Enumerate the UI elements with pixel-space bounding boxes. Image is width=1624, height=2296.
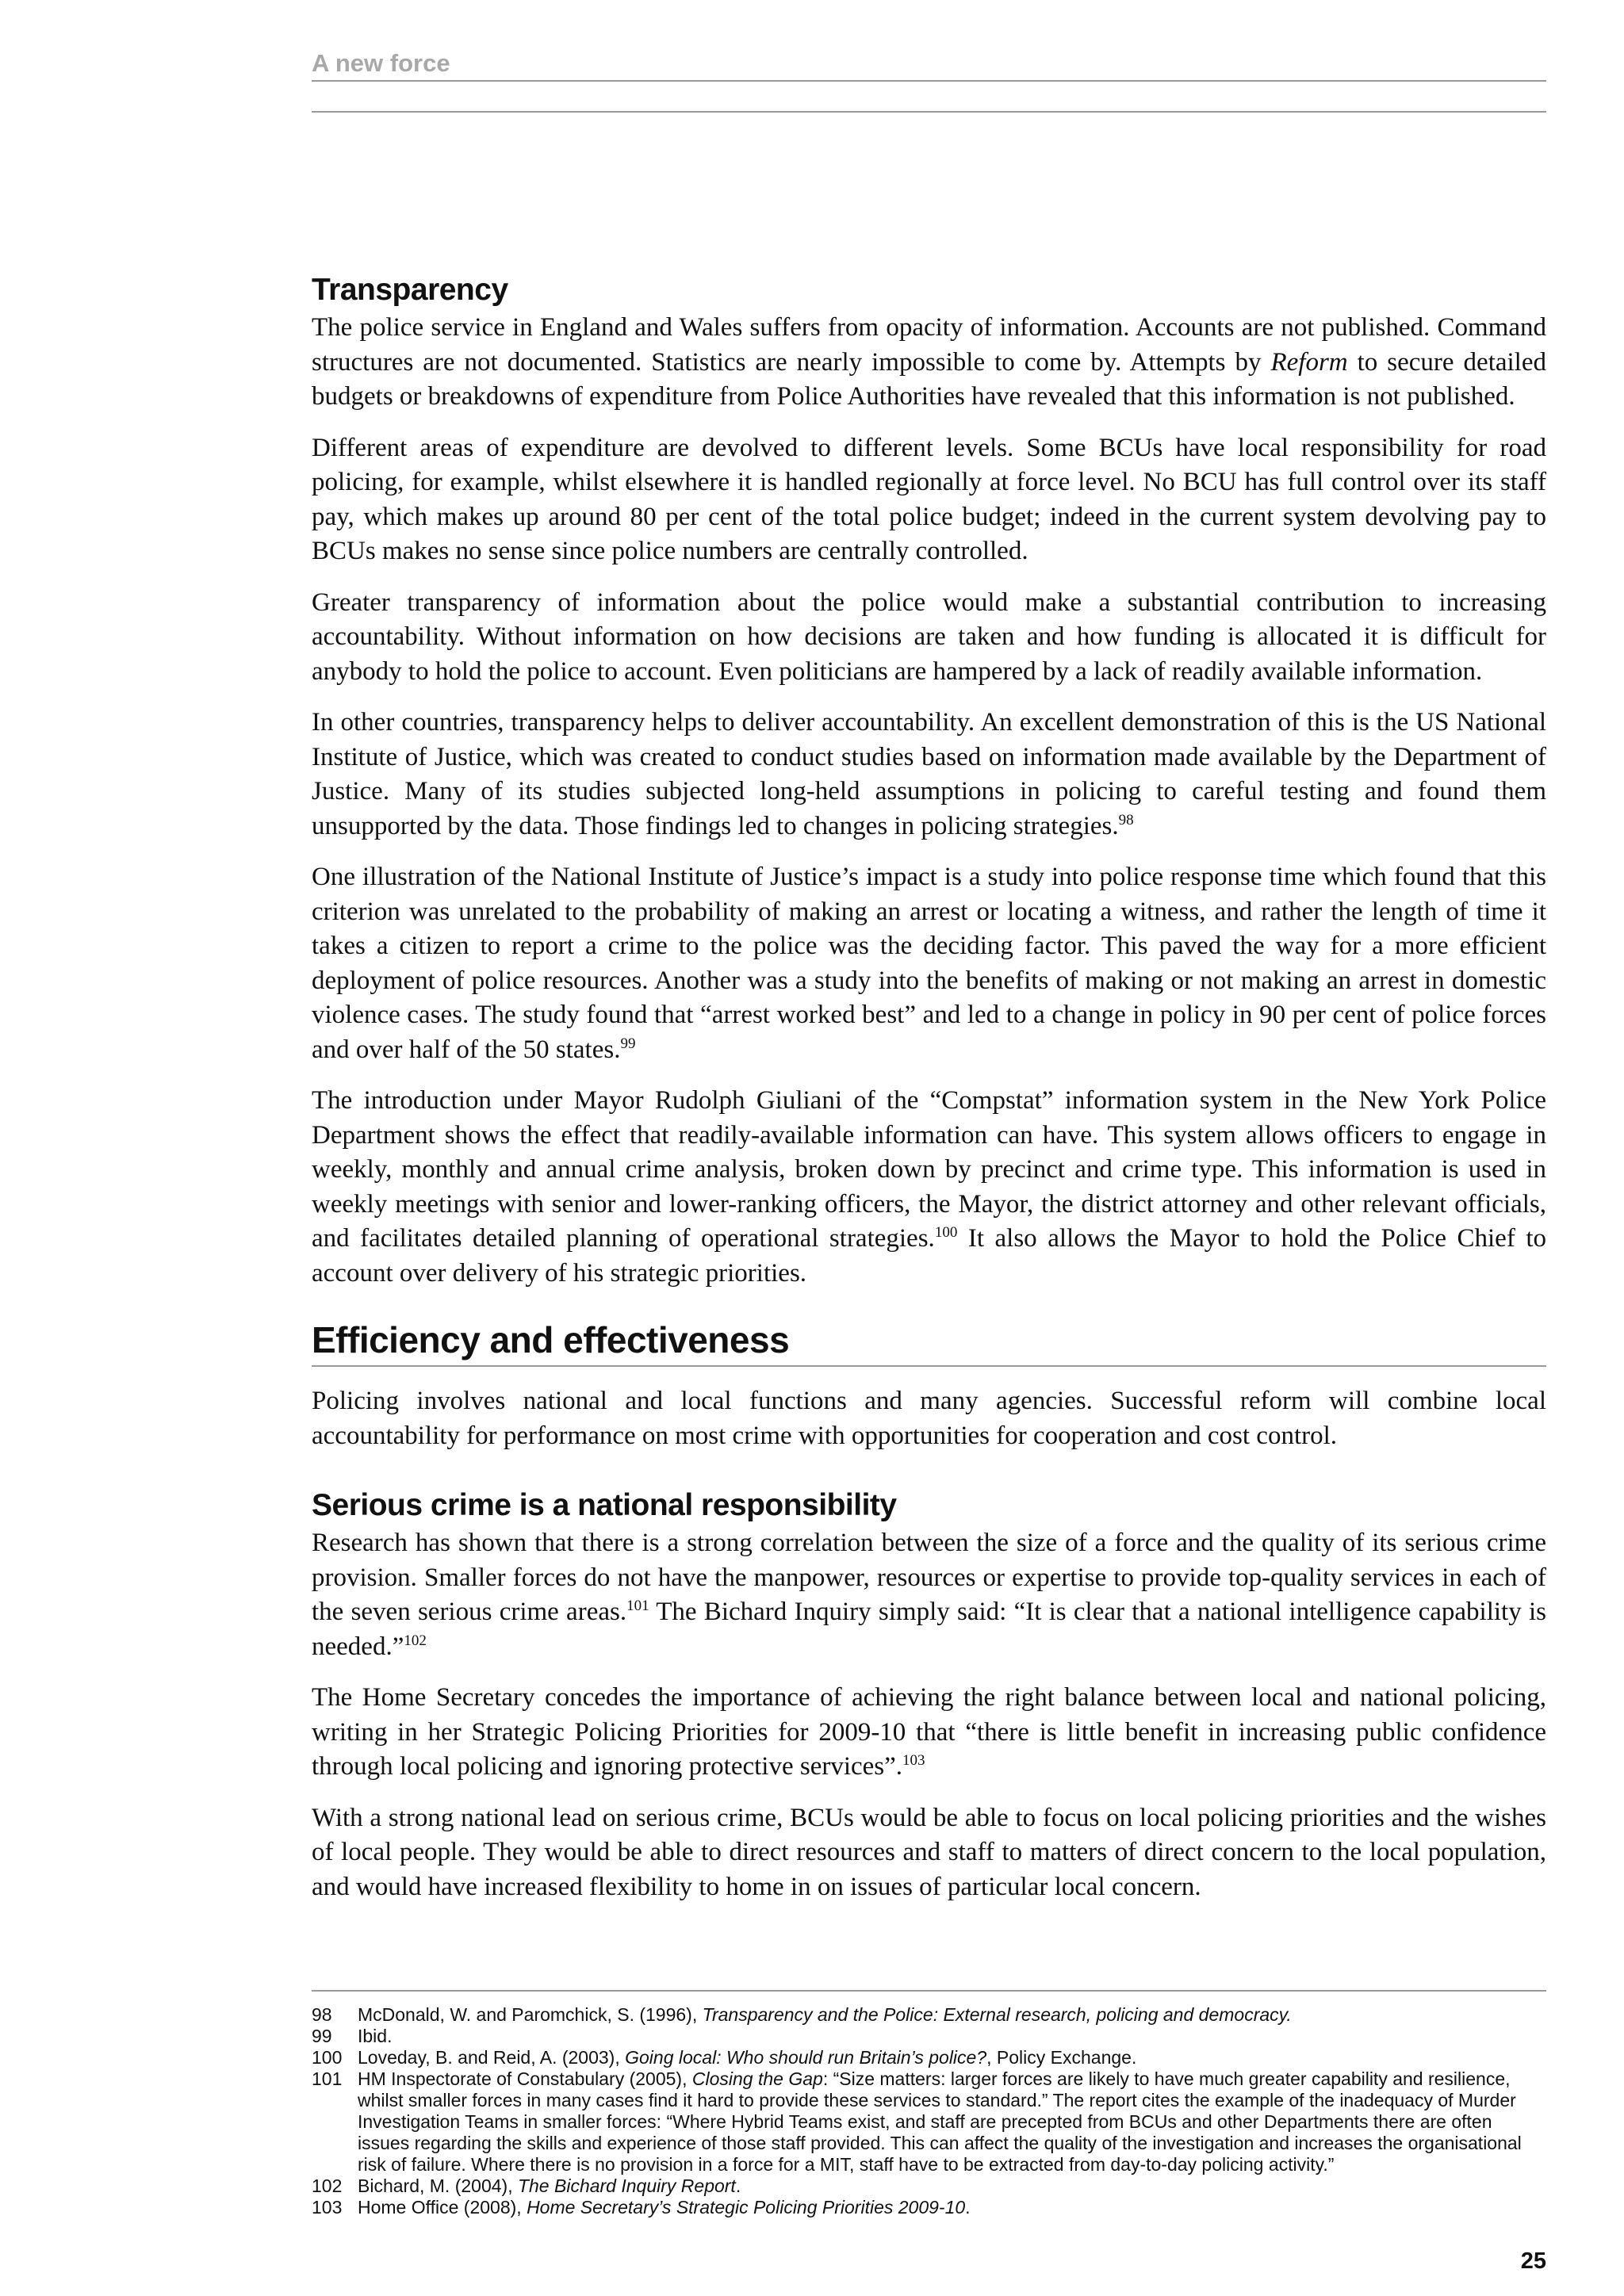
footnote-ref: 103 [902,1752,925,1769]
running-header: A new force [312,49,450,77]
paragraph: The introduction under Mayor Rudolph Giuliani of the “Compstat” information system in the New York Police Department shows the effect that readily-available information can have. This system allows officers to engage in weekly, monthly and annual crime analysis, broken down by precinct and crime type. This information is used in weekly meetings with senior and lower-ranking officers, the Mayor, the district attorney and other relevant officials, and facilitates detailed planning of operational strategies.$^{100}$ It also allows the Mayor to hold the Police Chief to account over delivery of his strategic priorities. [312,1086,1547,1288]
footnote-ref: 100 [934,1224,958,1241]
footnote: 99 Ibid. [312,2026,393,2046]
footnote: 100 Loveday, B. and Reid, A. (2003), Going local: Who should run Britain’s police?, Policy Exchange. [312,2047,1137,2068]
page-number: 25 [1520,2248,1546,2274]
footnotes [312,1990,1546,2218]
footnote-ref: 102 [404,1632,427,1649]
footnote-ref: 101 [626,1598,649,1614]
header-rule-bottom [312,111,1546,113]
header-rule-top [312,80,1546,82]
paragraph: With a strong national lead on serious crime, BCUs would be able to focus on local policing priorities and the wishes of local people. They would be able to direct resources and staff to matters of direct concern to the local population, and would have increased flexibility to home in on issues of particular local concern. [312,1803,1546,1901]
paragraph: Greater transparency of information about the police would make a substantial contribution to increasing accountability. Without information on how decisions are taken and how funding is allocated it is difficult for anybody to hold the police to account. Even politicians are hampered by a lack of readily available information. [312,587,1546,686]
section-heading-efficiency: Efficiency and effectiveness [312,1318,1546,1367]
section-heading-transparency: Transparency [312,273,508,307]
paragraph: The Home Secretary concedes the importance of achieving the right balance between local and national policing, writing in her Strategic Policing Priorities for 2009-10 that “there is little benefit in increasing public confidence through local policing and ignoring protective services”.$^{103}$ [312,1683,1546,1781]
paragraph: In other countries, transparency helps to deliver accountability. An excellent demonstration of this is the US National Institute of Justice, which was created to conduct studies based on information made available by the Department of Justice. Many of its studies subjected long-held assumptions in policing to careful testing and found them unsupported by the data. Those findings led to changes in policing strategies.$^{98}$ [312,708,1546,840]
paragraph: The police service in England and Wales suffers from opacity of information. Accounts are not published. Command structures are not documented. Statistics are nearly impossible to come by. Attempts by Reform to secure detailed budgets or breakdowns of expenditure from Police Authorities have revealed that this information is not published. [312,313,1546,411]
footnote: 98 McDonald, W. and Paromchick, S. (1996), Transparency and the Police: External research, policing and democracy. [312,2004,1292,2025]
footnote: 102 Bichard, M. (2004), The Bichard Inquiry Report. [312,2175,741,2196]
paragraph: One illustration of the National Institute of Justice’s impact is a study into police response time which found that this criterion was unrelated to the probability of making an arrest or locating a witness, and rather the length of time it takes a citizen to report a crime to the police was the deciding factor. This paved the way for a more efficient deployment of police resources. Another was a study into the benefits of making or not making an arrest in domestic violence cases. The study found that “arrest worked best” and led to a change in policy in 90 per cent of police forces and over half of the 50 states.$^{99}$ [312,863,1546,1064]
section-heading-serious-crime: Serious crime is a national responsibility [312,1488,897,1522]
paragraph: Different areas of expenditure are devolved to different levels. Some BCUs have local responsibility for road policing, for example, whilst elsewhere it is handled regionally at force level. No BCU has full control over its staff pay, which makes up around 80 per cent of the total police budget; indeed in the current system devolving pay to BCUs makes no sense since police numbers are centrally controlled. [312,433,1546,565]
footnote-ref: 98 [1118,811,1134,828]
main-content [312,271,1546,1904]
paragraph: Policing involves national and local functions and many agencies. Successful reform will combine local accountability for performance on most crime with opportunities for cooperation and cost control. [312,1387,1546,1450]
paragraph: Research has shown that there is a strong correlation between the size of a force and the quality of its serious crime provision. Smaller forces do not have the manpower, resources or expertise to provide top-quality services in each of the seven serious crime areas.$^{101}$ The Bichard Inquiry simply said: “It is clear that a national intelligence capability is needed.”$^{102}$ [312,1529,1546,1661]
footnote-ref: 99 [620,1035,636,1052]
footnote: 101 HM Inspectorate of Constabulary (2005), Closing the Gap: “Size matters: larger forces are likely to have much greater capability and resilience, whilst smaller forces in many cases find it hard to provide these services to standard.” The report cites the example of the inadequacy of Murder Investigation Teams in smaller forces: “Where Hybrid Teams exist, and staff are precepted from BCUs and other Departments there are often issues regarding the skills and experience of those staff provided. This can affect the quality of the investigation and increases the organisational risk of failure. Where there is no provision in a force for a MIT, staff have to be extracted from day-to-day policing activity.” [312,2068,1522,2175]
footnote: 103 Home Office (2008), Home Secretary’s Strategic Policing Priorities 2009-10. [312,2197,971,2218]
